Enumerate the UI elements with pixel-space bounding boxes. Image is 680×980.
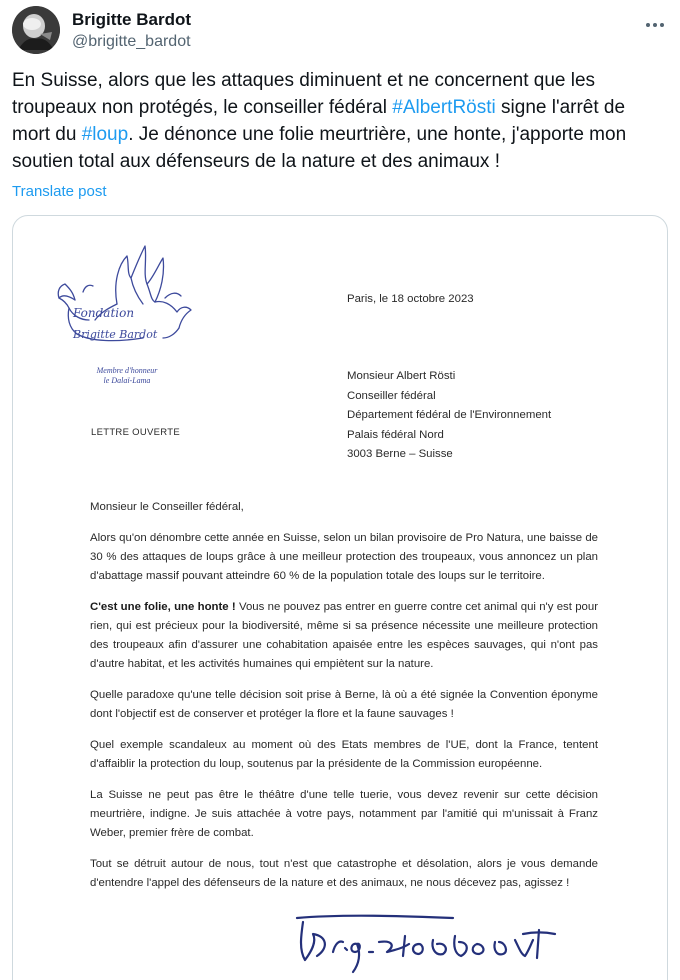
author-name[interactable]: Brigitte Bardot xyxy=(72,10,191,29)
paragraph-3: Quelle paradoxe qu'une telle décision soit prise à Berne, là où a été signée la Convention éponyme dont l'objectif est de conserver et protéger la flore et la faune sauvages ! xyxy=(90,689,598,720)
logo-text-brigitte-bardot: Brigitte Bardot xyxy=(73,328,158,341)
avatar[interactable] xyxy=(12,6,60,54)
paragraph-4: Quel exemple scandaleux au moment où des Etats membres de l'UE, dont la France, tentent d'affaiblir la protection du loup, soutenus par la présidente de la Commission européenne. xyxy=(90,739,598,770)
post-text-part: . Je dénonce une folie meurtrière, une honte, j'apporte mon soutien total aux défenseurs de la nature et des animaux ! xyxy=(12,124,627,172)
recipient-line: Conseiller fédéral xyxy=(347,389,436,402)
recipient-line: 3003 Berne – Suisse xyxy=(347,448,453,460)
foundation-animals-logo-icon xyxy=(47,234,197,364)
open-letter-label: LETTRE OUVERTE xyxy=(91,427,181,438)
honour-member-note xyxy=(87,366,167,386)
paragraph-6: Tout se détruit autour de nous, tout n'est que catastrophe et désolation, alors je vous demande d'entendre l'appel des défenseurs de la nature et des animaux, ne nous décevez pas, agissez ! xyxy=(90,858,598,889)
recipient-line: Département fédéral de l'Environnement xyxy=(347,409,552,421)
attached-image[interactable] xyxy=(12,215,668,980)
salutation: Monsieur le Conseiller fédéral, xyxy=(90,501,244,513)
post-text-part: signe l'arrêt de mort du xyxy=(12,97,626,145)
paragraph-2-lead: C'est une folie, une honte ! xyxy=(90,601,236,613)
more-options-button[interactable] xyxy=(644,14,666,36)
logo-text-fondation: Fondation xyxy=(73,306,135,320)
translate-post-link[interactable]: Translate post xyxy=(12,183,107,200)
recipient-line: Monsieur Albert Rösti xyxy=(347,370,456,382)
recipient-line: Palais fédéral Nord xyxy=(347,428,444,441)
recipient-address xyxy=(347,367,551,465)
post-header xyxy=(12,6,668,56)
avatar-photo-icon xyxy=(12,6,60,54)
honour-line: Membre d'honneur xyxy=(96,366,158,375)
hashtag-albert-rosti[interactable]: #AlbertRösti xyxy=(392,97,496,118)
paragraph-2 xyxy=(90,598,598,674)
handwritten-signature-icon xyxy=(283,912,583,980)
paragraph-5: La Suisse ne peut pas être le théâtre d'une telle tuerie, vous devez revenir sur cette décision meurtrière, indigne. Je suis attachée à votre pays, notamment par l'amitié qui m'unissait à Franz Weber, premier frère de combat. xyxy=(90,789,598,839)
hashtag-loup[interactable]: #loup xyxy=(81,124,129,145)
more-dots-icon xyxy=(644,14,666,36)
honour-line: le Dalaï-Lama xyxy=(103,376,151,385)
letter-date: Paris, le 18 octobre 2023 xyxy=(347,293,474,305)
letter-document xyxy=(13,216,667,980)
author-handle[interactable]: @brigitte_bardot xyxy=(72,33,191,50)
post-text-part: En Suisse, alors que les attaques diminuent et ne concernent que les troupeaux non protégés, le conseiller fédéral xyxy=(12,70,596,118)
paragraph-2-rest: Vous ne pouvez pas entrer en guerre contre cet animal qui n'y est pour rien, qui est précieux pour la biodiversité, même si sa présence nécessite une meilleure protection des troupeaux afin d'assurer une cohabitation apaisée entre les espèces sauvages, qui n'ont pas d'autre habitat, et les activités humaines qui empiètent sur la nature. xyxy=(90,601,598,670)
paragraph-1: Alors qu'on dénombre cette année en Suisse, selon un bilan provisoire de Pro Natura, une baisse de 30 % des attaques de loups grâce à une meilleur protection des troupeaux, vous annoncez un plan d'abattage massif pouvant atteindre 60 % de la population totale des loups sur le territoire. xyxy=(90,532,598,582)
letter-body xyxy=(90,498,598,893)
post-text xyxy=(12,67,662,175)
